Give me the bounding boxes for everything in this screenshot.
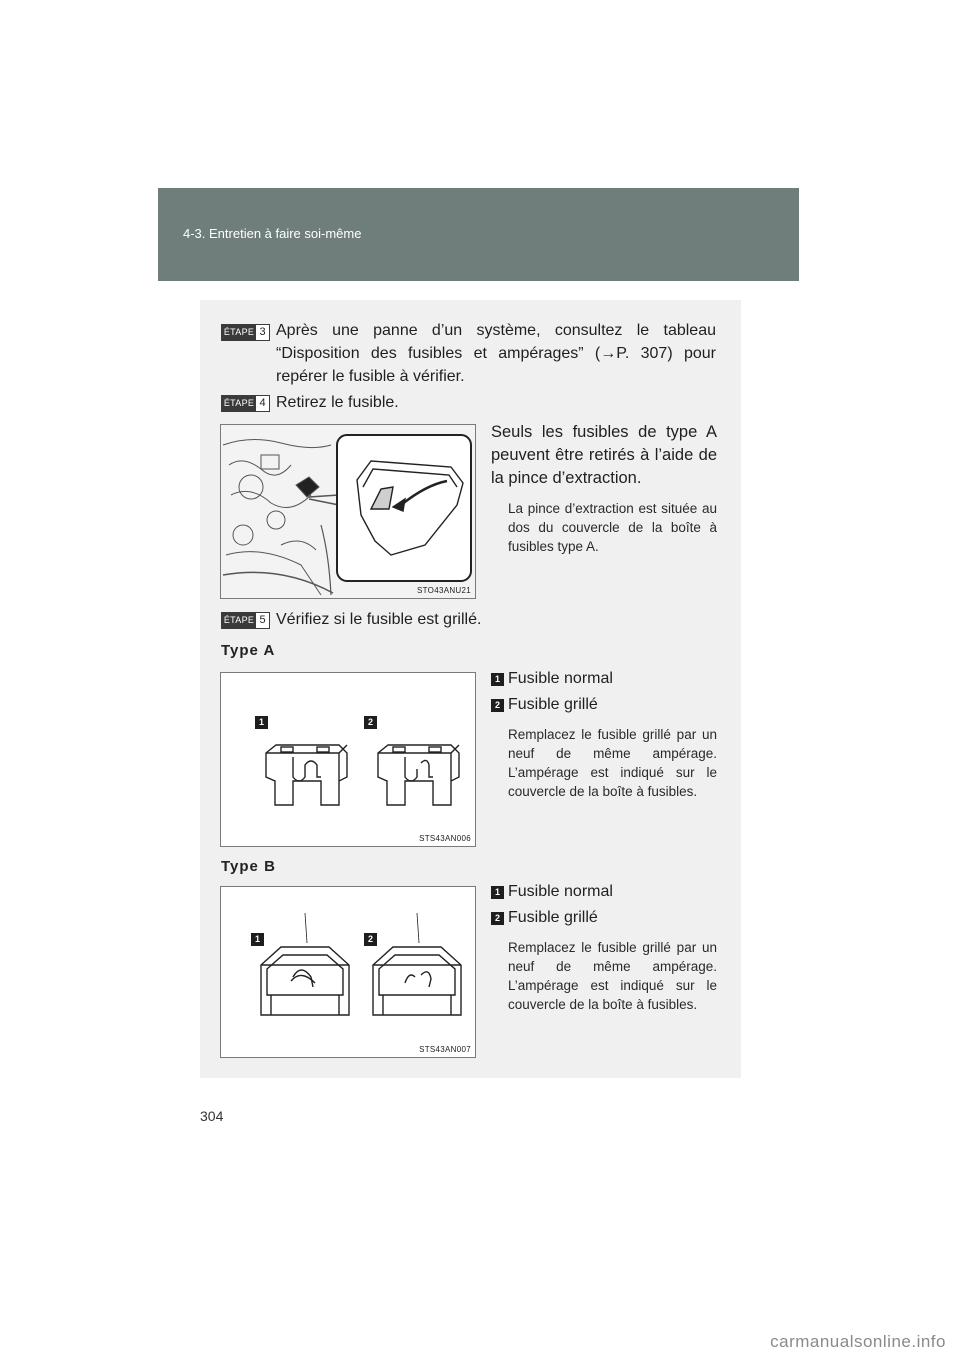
type-b-fuse-drawing: [221, 887, 475, 1057]
step-badge-label: ÉTAPE: [222, 396, 256, 411]
item-number: 2: [491, 699, 504, 712]
illustration-code: STO43ANU21: [417, 586, 471, 595]
type-a-fuse-drawing: [221, 673, 475, 846]
item-label: Fusible normal: [508, 670, 613, 687]
step-badge-5: [221, 612, 270, 629]
section-title: 4-3. Entretien à faire soi-même: [183, 226, 362, 241]
type-b-item-normal: [491, 882, 613, 902]
step-badge-number: 3: [259, 326, 266, 338]
item-number: 1: [491, 886, 504, 899]
item-number: 1: [491, 673, 504, 686]
type-a-fuse-illustration: [220, 672, 476, 847]
removal-note: La pince d’extraction est située au dos du couvercle de la boîte à fusibles type A.: [508, 501, 717, 554]
page-number: 304: [200, 1108, 224, 1124]
step-badge-3: [221, 324, 270, 341]
item-label: Fusible grillé: [508, 909, 598, 926]
step-badge-number: 5: [259, 614, 266, 626]
marker-1: 1: [251, 933, 264, 946]
site-watermark: carmanualsonline.info: [770, 1332, 946, 1351]
step-3-text: Après une panne d’un système, consultez le tableau “Disposition des fusibles et ampérages” (→P. 307) pour repérer le fusible à vérifier.: [276, 322, 716, 385]
step-4-text: Retirez le fusible.: [276, 394, 399, 411]
marker-2: 2: [364, 716, 377, 729]
illustration-code: STS43AN007: [419, 1045, 471, 1054]
type-a-item-normal: [491, 669, 613, 689]
type-a-item-blown: [491, 695, 598, 715]
type-a-note: Remplacez le fusible grillé par un neuf de même ampérage. L’ampérage est indiqué sur le couvercle de la boîte à fusibles.: [508, 727, 717, 799]
item-number: 2: [491, 912, 504, 925]
item-label: Fusible grillé: [508, 696, 598, 713]
removal-text: Seuls les fusibles de type A peuvent être retirés à l’aide de la pince d’extraction.: [491, 423, 717, 487]
marker-2: 2: [364, 933, 377, 946]
type-b-note: Remplacez le fusible grillé par un neuf de même ampérage. L’ampérage est indiqué sur le couvercle de la boîte à fusibles.: [508, 940, 717, 1012]
step-badge-label: ÉTAPE: [222, 325, 256, 340]
step-badge-number: 4: [259, 397, 266, 409]
item-label: Fusible normal: [508, 883, 613, 900]
type-b-heading: Type B: [221, 858, 276, 875]
illustration-code: STS43AN006: [419, 834, 471, 843]
engine-bay-drawing: [221, 425, 475, 598]
type-b-fuse-illustration: [220, 886, 476, 1058]
step-5-text: Vérifiez si le fusible est grillé.: [276, 611, 482, 628]
step-badge-label: ÉTAPE: [222, 613, 256, 628]
type-a-heading: Type A: [221, 642, 276, 659]
fuse-box-removal-illustration: [220, 424, 476, 599]
step-badge-4: [221, 395, 270, 412]
type-b-item-blown: [491, 908, 598, 928]
section-header: [158, 188, 799, 281]
marker-1: 1: [255, 716, 268, 729]
